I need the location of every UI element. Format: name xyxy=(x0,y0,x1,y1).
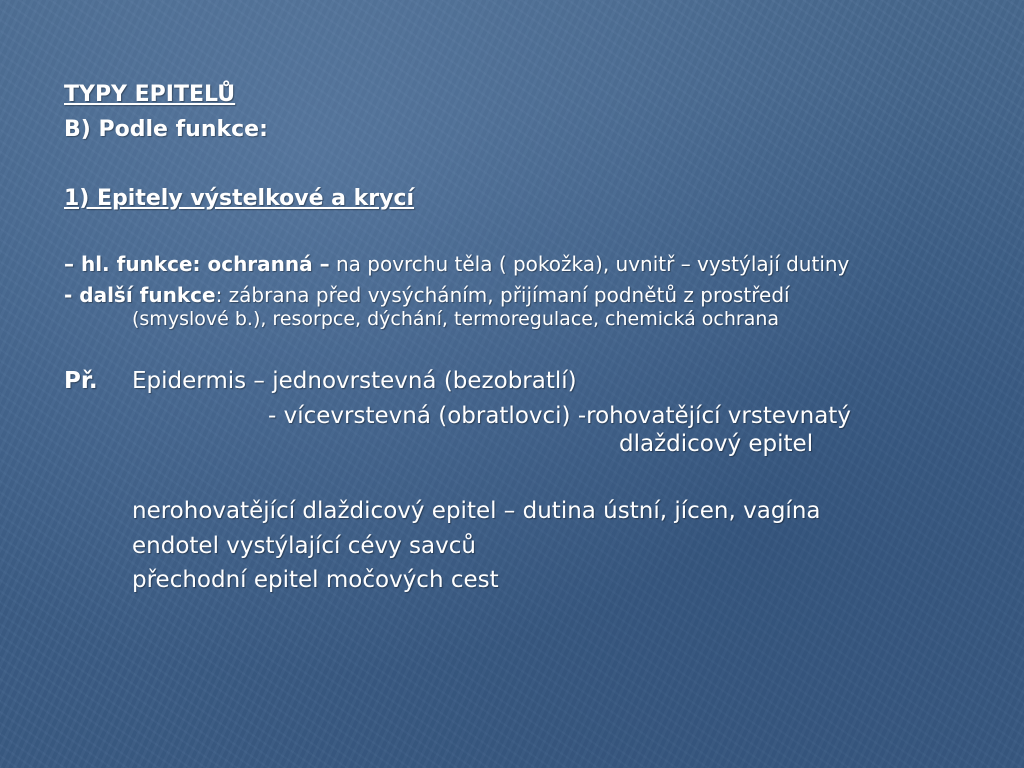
slide-title: TYPY EPITELŮ xyxy=(64,82,236,107)
list-item: přechodní epitel močových cest xyxy=(132,567,499,593)
example-label: Př. xyxy=(64,368,98,394)
section-heading: 1) Epitely výstelkové a krycí xyxy=(64,186,415,211)
list-item: nerohovatějící dlaždicový epitel – dutina ústní, jícen, vagína xyxy=(132,498,821,524)
function-line-2-continuation: (smyslové b.), resorpce, dýchání, termoregulace, chemická ochrana xyxy=(132,308,780,330)
function-line-1-text: na povrchu těla ( pokožka), uvnitř – vystýlají dutiny xyxy=(329,252,850,276)
function-line-2-text: : zábrana před vysýcháním, přijímaní podnětů z prostředí xyxy=(215,283,790,307)
slide-subtitle: B) Podle funkce: xyxy=(64,117,268,142)
function-line-1 xyxy=(64,252,849,276)
function-line-1-label: – hl. funkce: ochranná – xyxy=(64,252,330,276)
function-line-2-label: - další funkce xyxy=(64,283,216,307)
example-epidermis: Epidermis – jednovrstevná (bezobratlí) xyxy=(132,368,577,394)
list-item: endotel vystýlající cévy savců xyxy=(132,533,476,559)
example-multilayer: - vícevrstevná (obratlovci) -rohovatějící vrstevnatý xyxy=(268,403,851,429)
function-line-2 xyxy=(64,283,790,307)
example-multilayer-continuation: dlaždicový epitel xyxy=(619,431,814,457)
